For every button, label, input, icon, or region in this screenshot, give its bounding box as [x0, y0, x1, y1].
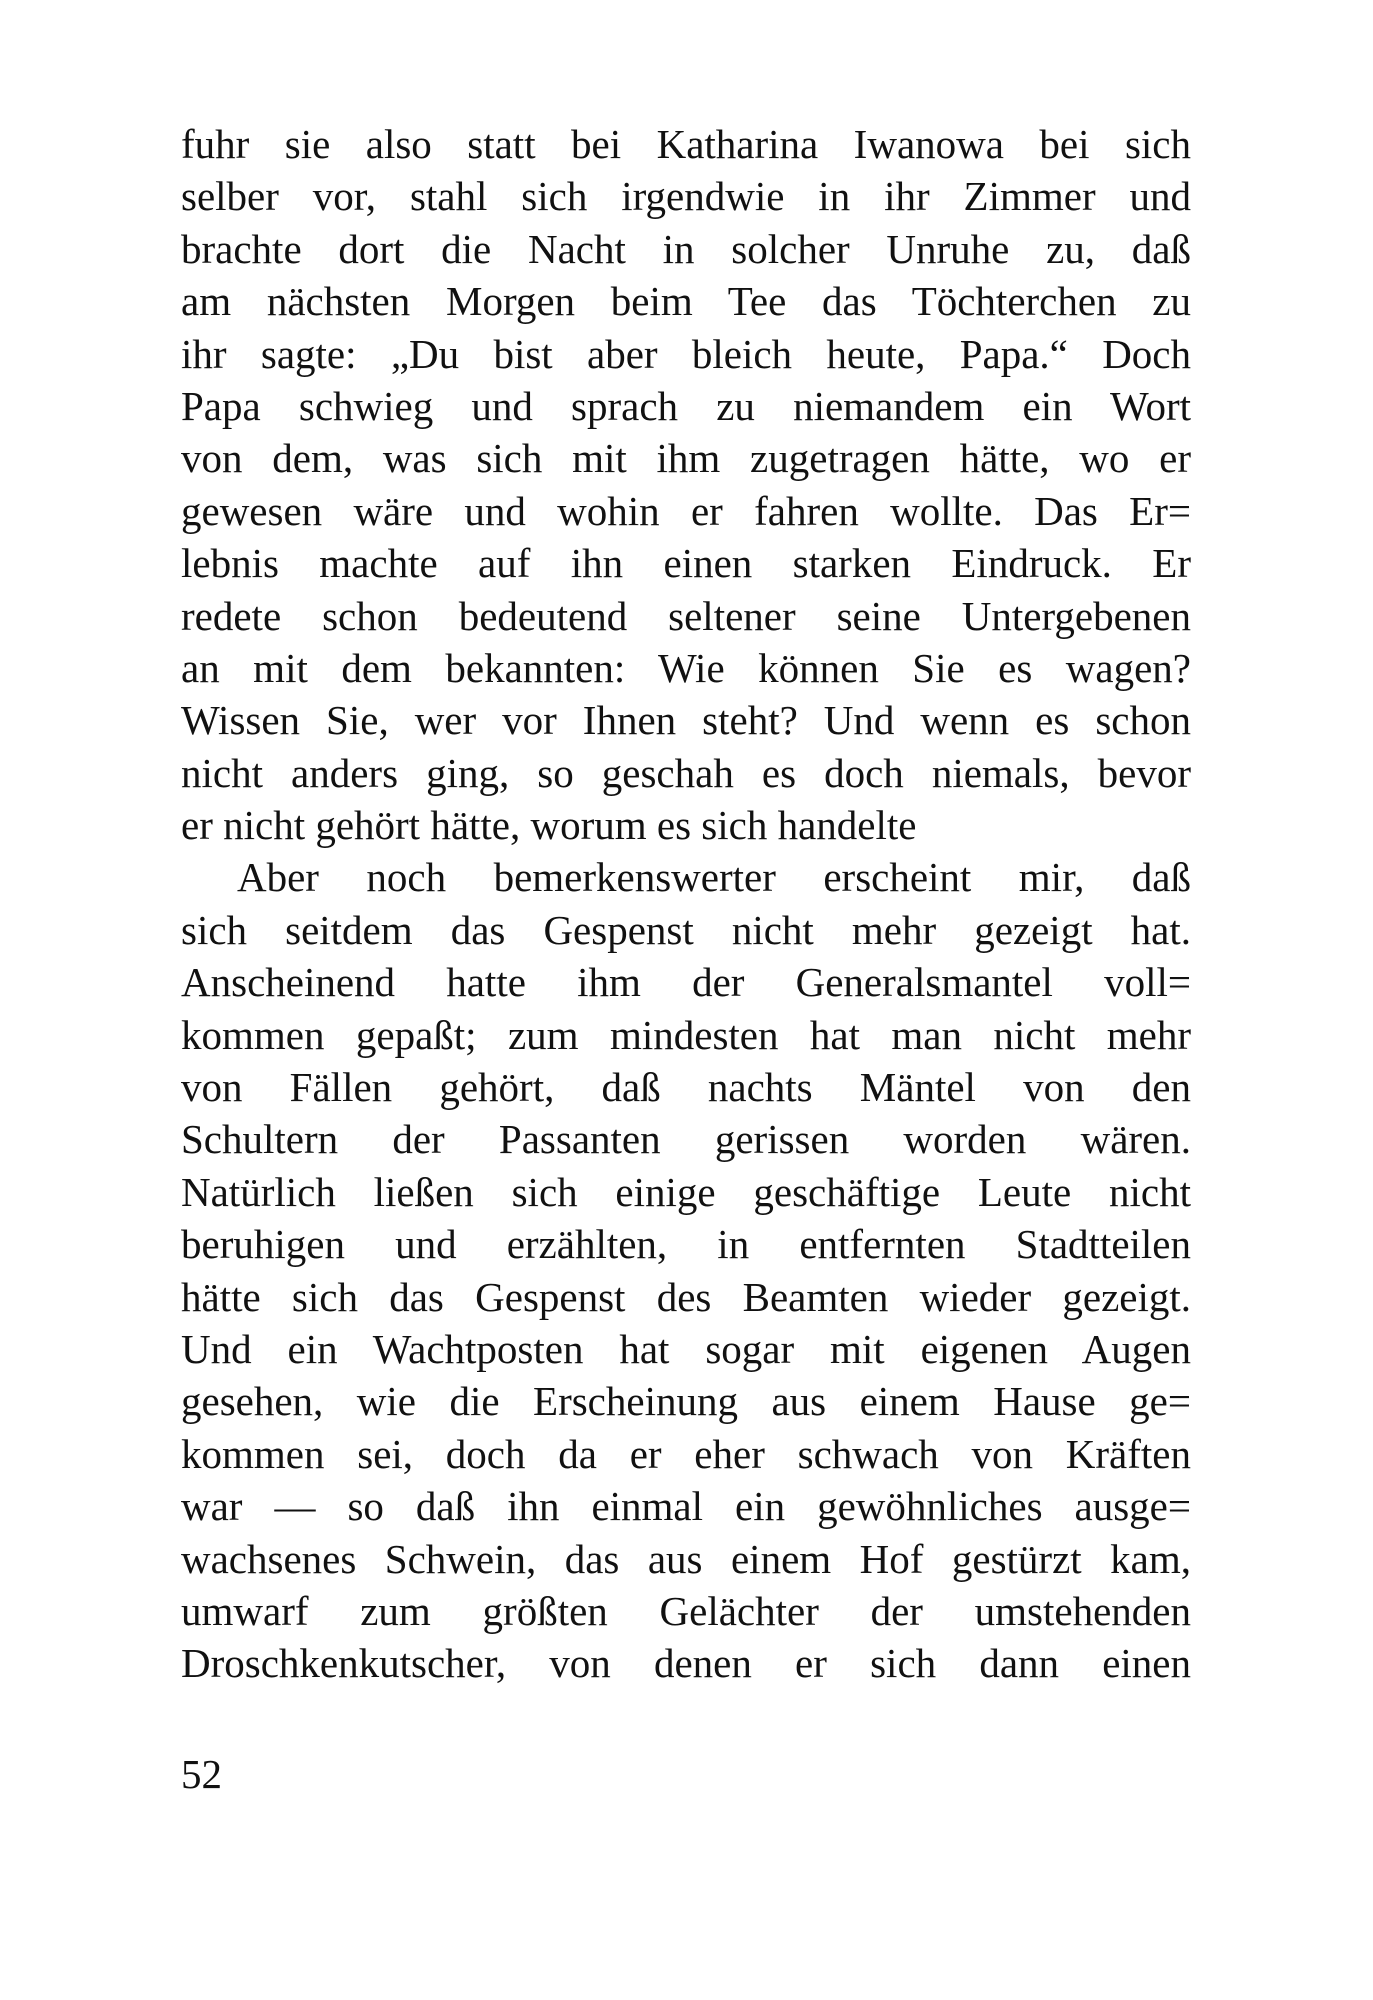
text-line: lebnis machte auf ihn einen starken Eindruck. Er: [181, 540, 1191, 587]
text-line: nicht anders ging, so geschah es doch niemals, bevor: [181, 749, 1191, 796]
text-line: sich seitdem das Gespenst nicht mehr gezeigt hat.: [181, 906, 1191, 953]
text-line: wachsenes Schwein, das aus einem Hof gestürzt kam,: [181, 1535, 1191, 1582]
text-line: beruhigen und erzählten, in entfernten Stadtteilen: [181, 1221, 1191, 1268]
text-line: von Fällen gehört, daß nachts Mäntel von den: [181, 1064, 1191, 1111]
text-line: selber vor, stahl sich irgendwie in ihr Zimmer und: [181, 173, 1191, 220]
text-line: Schultern der Passanten gerissen worden wären.: [181, 1116, 1191, 1163]
paragraph-start-line: Aber noch bemerkenswerter erscheint mir, daß: [237, 854, 1191, 901]
body-text: [181, 118, 1191, 1690]
text-line: am nächsten Morgen beim Tee das Töchterchen zu: [181, 278, 1191, 325]
text-line: Papa schwieg und sprach zu niemandem ein Wort: [181, 382, 1191, 429]
text-line: gesehen, wie die Erscheinung aus einem Hause ge=: [181, 1378, 1191, 1425]
text-line: Natürlich ließen sich einige geschäftige Leute nicht: [181, 1168, 1191, 1215]
text-line: an mit dem bekannten: Wie können Sie es wagen?: [181, 644, 1191, 691]
text-line: ihr sagte: „Du bist aber bleich heute, Papa.“ Doch: [181, 330, 1191, 377]
text-line: fuhr sie also statt bei Katharina Iwanowa bei sich: [181, 121, 1191, 167]
text-line: kommen gepaßt; zum mindesten hat man nicht mehr: [181, 1011, 1191, 1058]
text-line: Wissen Sie, wer vor Ihnen steht? Und wenn es schon: [181, 697, 1191, 744]
text-line: Anscheinend hatte ihm der Generalsmantel voll=: [181, 959, 1191, 1006]
text-line: umwarf zum größten Gelächter der umstehenden: [181, 1587, 1191, 1634]
text-line: redete schon bedeutend seltener seine Untergebenen: [181, 592, 1191, 639]
text-line: gewesen wäre und wohin er fahren wollte. Das Er=: [181, 487, 1191, 534]
page-number: 52: [181, 1751, 222, 1797]
text-line: Und ein Wachtposten hat sogar mit eigenen Augen: [181, 1325, 1191, 1372]
text-line: brachte dort die Nacht in solcher Unruhe zu, daß: [181, 225, 1191, 272]
text-line: von dem, was sich mit ihm zugetragen hätte, wo er: [181, 435, 1191, 482]
text-line: hätte sich das Gespenst des Beamten wieder gezeigt.: [181, 1273, 1191, 1320]
text-line: Droschkenkutscher, von denen er sich dann einen: [181, 1640, 1191, 1687]
text-line: kommen sei, doch da er eher schwach von Kräften: [181, 1430, 1191, 1477]
text-line: war — so daß ihn einmal ein gewöhnliches ausge=: [181, 1483, 1191, 1530]
paragraph-end-line: er nicht gehört hätte, worum es sich handelte: [181, 802, 917, 849]
